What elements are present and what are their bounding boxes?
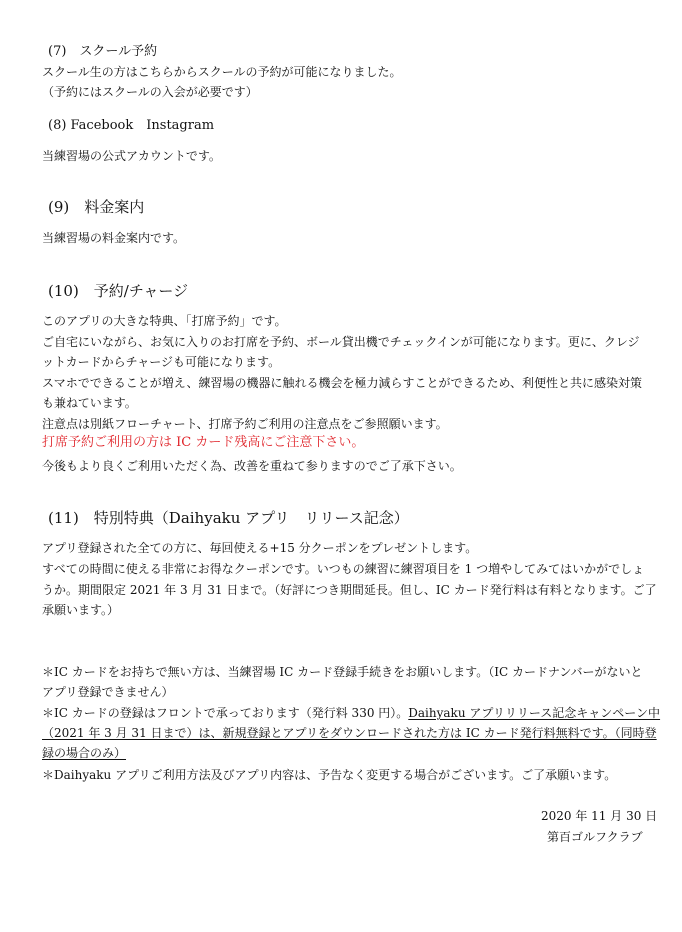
ic-balance-warning: 打席予約ご利用の方は IC カード残高にご注意下さい。 bbox=[42, 435, 365, 450]
section-special-line: うか。期間限定 2021 年 3 月 31 日まで。（好評につき期間延長。但し、IC カード発行料は有料となります。ご了 bbox=[42, 583, 657, 597]
note-ic-card-line: ＊IC カードをお持ちで無い方は、当練習場 IC カード登録手続きをお願いします。（IC カードナンバーがないと bbox=[42, 665, 643, 679]
section-sns-line: 当練習場の公式アカウントです。 bbox=[42, 149, 221, 163]
section-special-line: アプリ登録された全ての方に、毎回使える+15 分クーポンをプレゼントします。 bbox=[42, 541, 478, 555]
section-reserve-line: ットカードからチャージも可能になります。 bbox=[42, 355, 281, 369]
section-fee-heading: (9) 料金案内 bbox=[48, 198, 145, 216]
section-reserve-line: スマホでできることが増え、練習場の機器に触れる機会を極力減らすことができるため、利便性と共に感染対策 bbox=[42, 376, 643, 390]
note-campaign-underlined-line: （2021 年 3 月 31 日まで）は、新規登録とアプリをダウンロードされた方は IC カード発行料無料です。（同時登 bbox=[42, 726, 657, 740]
section-fee-line: 当練習場の料金案内です。 bbox=[42, 231, 186, 245]
footer-date: 2020 年 11 月 30 日 bbox=[541, 809, 658, 823]
section-special-heading: (11) 特別特典（Daihyaku アプリ リリース記念） bbox=[48, 509, 409, 527]
section-sns-heading: (8) Facebook Instagram bbox=[48, 118, 215, 133]
note-registration-line bbox=[42, 705, 660, 721]
section-school-line: （予約にはスクールの入会が必要です） bbox=[42, 85, 258, 99]
note-registration-plain: ＊IC カードの登録はフロントで承っております（発行料 330 円）。 bbox=[42, 706, 409, 720]
note-ic-card-line: アプリ登録できません） bbox=[42, 685, 174, 699]
section-reserve-closing: 今後もより良くご利用いただく為、改善を重ねて参りますのでご了承下さい。 bbox=[42, 459, 462, 473]
section-school-line: スクール生の方はこちらからスクールの予約が可能になりました。 bbox=[42, 65, 402, 79]
section-school-heading: (7) スクール予約 bbox=[48, 44, 158, 59]
note-campaign-underlined: Daihyaku アプリリリース記念キャンペーン中 bbox=[408, 706, 661, 720]
section-reserve-heading: (10) 予約/チャージ bbox=[48, 282, 189, 300]
section-reserve-line: 注意点は別紙フローチャート、打席予約ご利用の注意点をご参照願います。 bbox=[42, 417, 448, 431]
section-special-line: 承願います。） bbox=[42, 603, 120, 617]
footer-club-name: 第百ゴルフクラブ bbox=[547, 830, 643, 844]
section-reserve-line: も兼ねています。 bbox=[42, 396, 137, 410]
section-special-line: すべての時間に使える非常にお得なクーポンです。いつもの練習に練習項目を 1 つ増やしてみてはいかがでしょ bbox=[42, 562, 645, 576]
section-reserve-line: ご自宅にいながら、お気に入りのお打席を予約、ボール貸出機でチェックインが可能になります。更に、クレジ bbox=[42, 335, 640, 349]
note-campaign-underlined-line: 録の場合のみ） bbox=[42, 746, 127, 760]
note-app-changes: ＊Daihyaku アプリご利用方法及びアプリ内容は、予告なく変更する場合がございます。ご了承願います。 bbox=[42, 768, 617, 782]
section-reserve-line: このアプリの大きな特典、「打席予約」です。 bbox=[42, 314, 287, 328]
